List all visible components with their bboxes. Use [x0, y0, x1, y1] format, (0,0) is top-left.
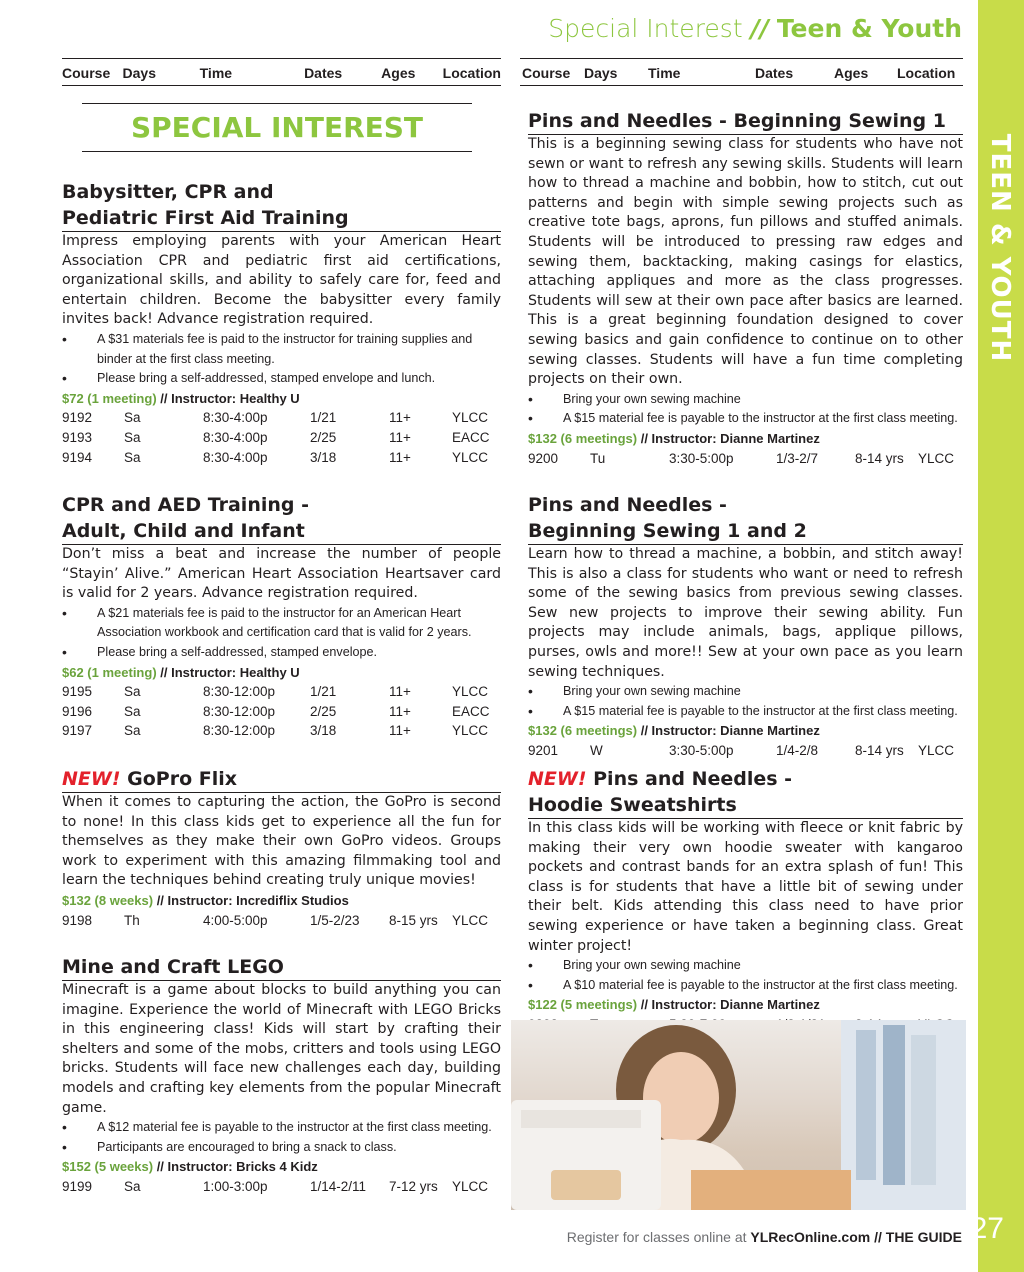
footer: Register for classes online at YLRecOnline.com // THE GUIDE: [566, 1229, 962, 1245]
course-sewing-1-and-2: [528, 492, 963, 761]
course-price: $122 (5 meetings) // Instructor: Dianne Martinez: [528, 997, 820, 1013]
course-hoodie: [528, 766, 963, 1035]
list-item: • Bring your own sewing machine: [528, 956, 963, 976]
new-badge: NEW!: [62, 768, 121, 790]
header-separator: //: [750, 14, 769, 43]
list-item: • A $10 material fee is payable to the instructor at the first class meeting.: [528, 976, 963, 996]
course-notes: [528, 956, 963, 995]
list-item: • A $21 materials fee is paid to the instructor for an American Heart Association workbook and certification card that is valid for 2 years.: [62, 604, 501, 643]
list-item: • Bring your own sewing machine: [528, 390, 963, 410]
course-title: Babysitter, CPR and Pediatric First Aid Training: [62, 179, 501, 232]
table-row: 9201 W 3:30-5:00p 1/4-2/8 8-14 yrs YLCC: [528, 742, 955, 758]
course-price: $72 (1 meeting) // Instructor: Healthy U: [62, 390, 300, 406]
course-description: In this class kids will be working with fleece or knit fabric by making their very own hoodie sweater with kangaroo pockets and contrast bands for an extra splash of fun! This class is for students that have a little bit of sewing under their belt. Kids attending this class need to have prior sewing experience or have taken a beginning class. Great winter project!: [528, 820, 963, 954]
page-header: [548, 14, 962, 43]
list-item: • A $31 materials fee is paid to the instructor for training supplies and binder at the first class meeting.: [62, 330, 501, 369]
list-item: • Participants are encouraged to bring a snack to class.: [62, 1138, 501, 1158]
list-item: • A $12 material fee is payable to the instructor at the first class meeting.: [62, 1118, 501, 1138]
course-title: Pins and Needles - Beginning Sewing 1: [528, 108, 963, 135]
course-notes: [528, 390, 963, 429]
side-tab-label: TEEN & YOUTH: [985, 133, 1015, 363]
course-notes: [62, 330, 501, 389]
course-description: Learn how to thread a machine, a bobbin, and stitch away! This is also a class for students who want or need to refresh some of the sewing basics from previous sewing classes. Sew new projects to improve their sewing ability. Fun projects may include animals, bags, applique pillows, purses, owls and more!! Sew at your own pace as you learn sewing techniques.: [528, 546, 963, 680]
course-title: Mine and Craft LEGO: [62, 954, 501, 981]
sewing-photo-illustration: [511, 1020, 966, 1210]
list-item: • A $15 material fee is payable to the instructor at the first class meeting.: [528, 409, 963, 429]
page-number: 27: [970, 1212, 1004, 1245]
course-price: $62 (1 meeting) // Instructor: Healthy U: [62, 664, 300, 680]
course-notes: [528, 682, 963, 721]
course-title: CPR and AED Training - Adult, Child and Infant: [62, 492, 501, 545]
course-sewing-1: [528, 108, 963, 468]
course-description: Impress employing parents with your American Heart Association CPR and pediatric first aid certifications, organizational skills, and ability to safely care for, feed and entertain children. Become the babysitter every family invites back! Advance registration required.: [62, 233, 501, 328]
list-item: • Please bring a self-addressed, stamped envelope and lunch.: [62, 369, 501, 389]
course-description: This is a beginning sewing class for students who have not sewn or want to refresh any sewing skills. Students will learn how to thread a machine and bobbin, how to stitch, cut out patterns and begin with simple sewing projects such as creative tote bags, aprons, fun pillows and stuffed animals. Students will be introduced to pressing raw edges and sewing them, backtacking, making casings for elastics, attaching appliques and more as the class progresses. Students will sew at their own pace after basics are learned. This is a great beginning foundation designed to cover sewing basics and gain confidence to continue on to other sewing classes. Students will have a fun time completing projects on their own.: [528, 136, 963, 388]
course-babysitter: [62, 179, 501, 467]
course-description: When it comes to capturing the action, the GoPro is second to none! In this class kids get to experience all the fun for themselves as they make their own GoPro videos. Groups work to experiment with this amazing filmmaking tool and learn the techniques behind creating truly unique movies!: [62, 794, 501, 889]
course-description: Don’t miss a beat and increase the number of people “Stayin’ Alive.” American Heart Association Heartsaver card is valid for 2 years. Advance registration required.: [62, 546, 501, 602]
table-header: Course Days Time Dates Ages Location: [62, 58, 501, 86]
list-item: • Please bring a self-addressed, stamped envelope.: [62, 643, 501, 663]
course-notes: [62, 604, 501, 663]
table-row: 9194 Sa 8:30-4:00p 3/18 11+ YLCC: [62, 449, 489, 465]
list-item: • Bring your own sewing machine: [528, 682, 963, 702]
course-title: NEW! Pins and Needles - Hoodie Sweatshirts: [528, 766, 963, 819]
section-title: SPECIAL INTEREST: [82, 103, 472, 152]
table-row: 9197 Sa 8:30-12:00p 3/18 11+ YLCC: [62, 723, 489, 739]
header-category: Teen & Youth: [776, 14, 962, 43]
course-notes: [62, 1118, 501, 1157]
table-row: 9200 Tu 3:30-5:00p 1/3-2/7 8-14 yrs YLCC: [528, 450, 955, 466]
course-title: Pins and Needles - Beginning Sewing 1 and 2: [528, 492, 963, 545]
course-description: Minecraft is a game about blocks to build anything you can imagine. Experience the world of Minecraft with LEGO Bricks in this engineering class! Kids will start by crafting their shelters and some of the mobs, critters and tools using LEGO bricks. Students will face new challenges each day, building models and crafting key elements from the popular Minecraft game.: [62, 982, 501, 1116]
table-row: 9199 Sa 1:00-3:00p 1/14-2/11 7-12 yrs YLCC: [62, 1178, 489, 1194]
sewing-photo: [511, 1020, 966, 1210]
course-cpr-aed: [62, 492, 501, 741]
footer-site-link[interactable]: YLRecOnline.com: [750, 1229, 871, 1245]
right-column: [520, 58, 963, 1013]
table-row: 9195 Sa 8:30-12:00p 1/21 11+ YLCC: [62, 684, 489, 700]
left-column: [62, 58, 501, 1194]
course-title: NEW! GoPro Flix: [62, 766, 501, 793]
course-minecraft-lego: [62, 954, 501, 1197]
table-row: 9196 Sa 8:30-12:00p 2/25 11+ EACC: [62, 703, 490, 719]
course-price: $152 (5 weeks) // Instructor: Bricks 4 Kidz: [62, 1159, 318, 1175]
header-section: Special Interest: [548, 14, 743, 43]
list-item: • A $15 material fee is payable to the instructor at the first class meeting.: [528, 702, 963, 722]
course-price: $132 (8 weeks) // Instructor: Incrediflix Studios: [62, 892, 349, 908]
new-badge: NEW!: [528, 768, 587, 790]
table-row: 9198 Th 4:00-5:00p 1/5-2/23 8-15 yrs YLCC: [62, 912, 489, 928]
table-header: Course Days Time Dates Ages Location: [520, 58, 963, 86]
course-gopro: [62, 766, 501, 930]
course-price: $132 (6 meetings) // Instructor: Dianne Martinez: [528, 723, 820, 739]
course-price: $132 (6 meetings) // Instructor: Dianne Martinez: [528, 430, 820, 446]
table-row: 9192 Sa 8:30-4:00p 1/21 11+ YLCC: [62, 410, 489, 426]
table-row: 9193 Sa 8:30-4:00p 2/25 11+ EACC: [62, 429, 490, 445]
